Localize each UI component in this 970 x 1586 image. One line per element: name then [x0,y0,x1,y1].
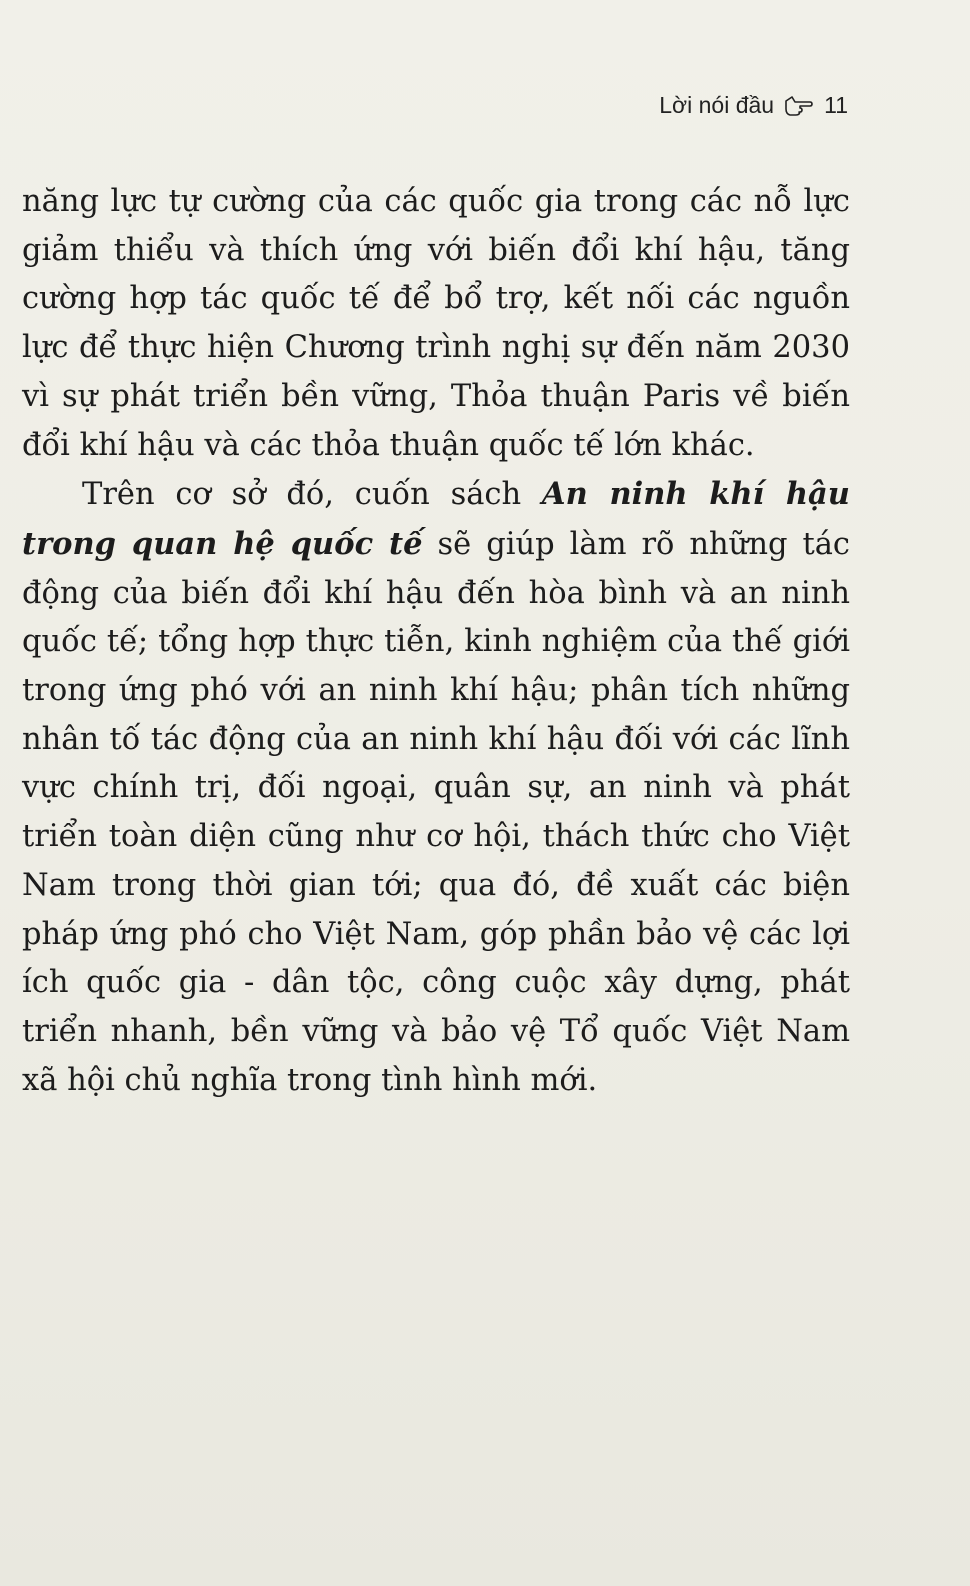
header-title: Lời nói đầu [659,92,775,118]
paragraph-text-after: sẽ giúp làm rõ những tác động của biến đổi khí hậu đến hòa bình và an ninh quốc tế; tổng hợp thực tiễn, kinh nghiệm của thế giới trong ứng phó với an ninh khí hậu; phân tích những nhân tố tác động của an ninh khí hậu đối với các lĩnh vực chính trị, đối ngoại, quân sự, an ninh và phát triển toàn diện cũng như cơ hội, thách thức cho Việt Nam trong thời gian tới; qua đó, đề xuất các biện pháp ứng phó cho Việt Nam, góp phần bảo vệ các lợi ích quốc gia - dân tộc, công cuộc xây dựng, phát triển nhanh, bền vững và bảo vệ Tổ quốc Việt Nam xã hội chủ nghĩa trong tình hình mới. [22,526,850,1098]
pointing-hand-icon [784,95,814,117]
paragraph-text-before: Trên cơ sở đó, cuốn sách [82,477,542,513]
page-number: 11 [824,92,848,118]
paragraph: năng lực tự cường của các quốc gia trong các nỗ lực giảm thiểu và thích ứng với biến đổi khí hậu, tăng cường hợp tác quốc tế để bổ trợ, kết nối các nguồn lực để thực hiện Chương trình nghị sự đến năm 2030 vì sự phát triển bền vững, Thỏa thuận Paris về biến đổi khí hậu và các thỏa thuận quốc tế lớn khác. [22,184,850,463]
paragraph [22,470,850,1105]
body-text [22,178,850,1105]
running-header [659,92,848,119]
book-title: An ninh khí hậu trong quan hệ quốc tế [22,476,850,562]
